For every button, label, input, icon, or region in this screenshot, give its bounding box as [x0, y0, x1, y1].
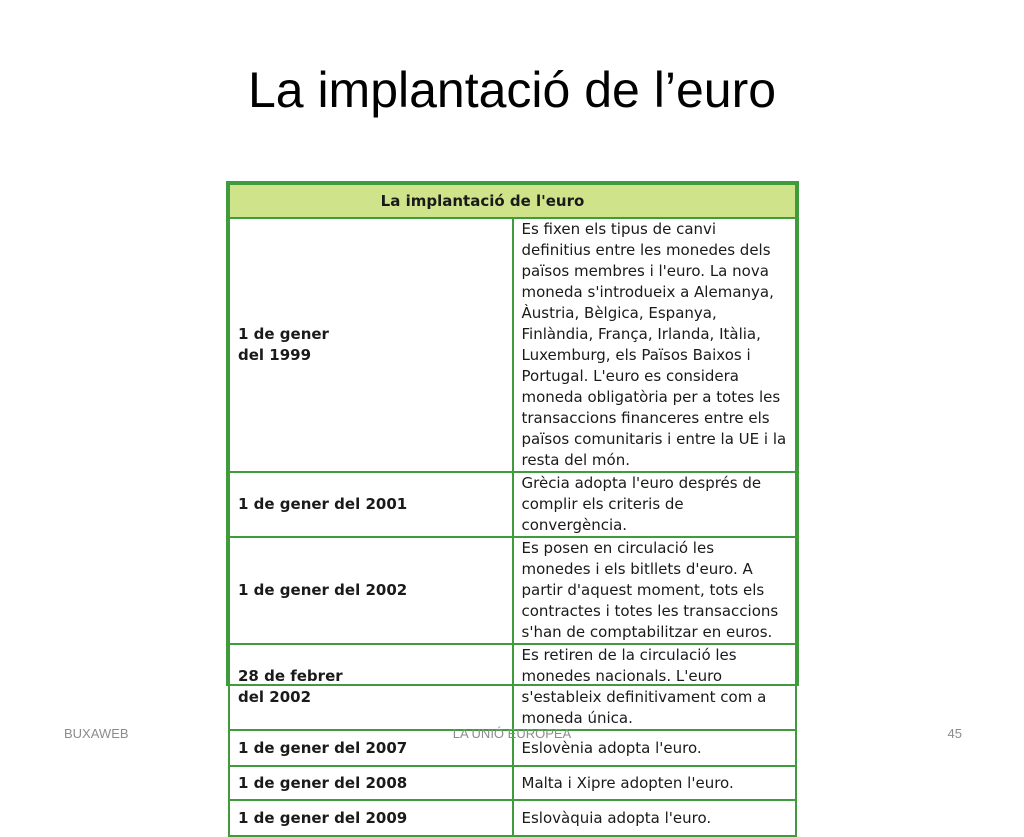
- table-row: [229, 472, 796, 537]
- table-header-row: [229, 184, 796, 218]
- table-row: [229, 800, 796, 836]
- row-date: 1 de gener del 2009: [229, 800, 513, 836]
- row-date: 1 de gener del 2001: [229, 472, 513, 537]
- row-description: Es fixen els tipus de canvi definitius entre les monedes dels països membres i l'euro. La nova moneda s'introdueix a Alemanya, Àustria, Bèlgica, Espanya, Finlàndia, França, Irlanda, Itàlia, Luxemburg, els Països Baixos i Portugal. L'euro es considera moneda obligatòria per a totes les transaccions financeres entre els països comunitaris i entre la UE i la resta del món.: [513, 218, 797, 472]
- row-date: 1 de gener del 2002: [229, 537, 513, 644]
- row-description: Grècia adopta l'euro després de complir els criteris de convergència.: [513, 472, 797, 537]
- table-row: [229, 537, 796, 644]
- slide-title: La implantació de l’euro: [247, 62, 777, 118]
- row-description: Eslovènia adopta l'euro.: [513, 730, 797, 766]
- footer-section-title: LA UNIÓ EUROPEA: [452, 726, 572, 741]
- row-date: 28 de febrer del 2002: [229, 644, 513, 730]
- row-description: Es retiren de la circulació les monedes nacionals. L'euro s'estableix definitivament com a moneda única.: [513, 644, 797, 730]
- table-row: [229, 218, 796, 472]
- row-description: Es posen en circulació les monedes i els bitllets d'euro. A partir d'aquest moment, tots els contractes i totes les transaccions s'han de comptabilitzar en euros.: [513, 537, 797, 644]
- table-row: [229, 644, 796, 730]
- row-date: 1 de gener del 2007: [229, 730, 513, 766]
- table-row: [229, 766, 796, 800]
- slide-number: 45: [947, 726, 962, 741]
- row-date: 1 de gener del 2008: [229, 766, 513, 800]
- footer-author: BUXAWEB: [64, 726, 129, 741]
- table-header: [229, 184, 796, 218]
- row-date: 1 de gener del 1999: [229, 218, 513, 472]
- row-description: Malta i Xipre adopten l'euro.: [513, 766, 797, 800]
- table-header-label: La implantació de l'euro: [380, 191, 585, 210]
- row-description: Eslovàquia adopta l'euro.: [513, 800, 797, 836]
